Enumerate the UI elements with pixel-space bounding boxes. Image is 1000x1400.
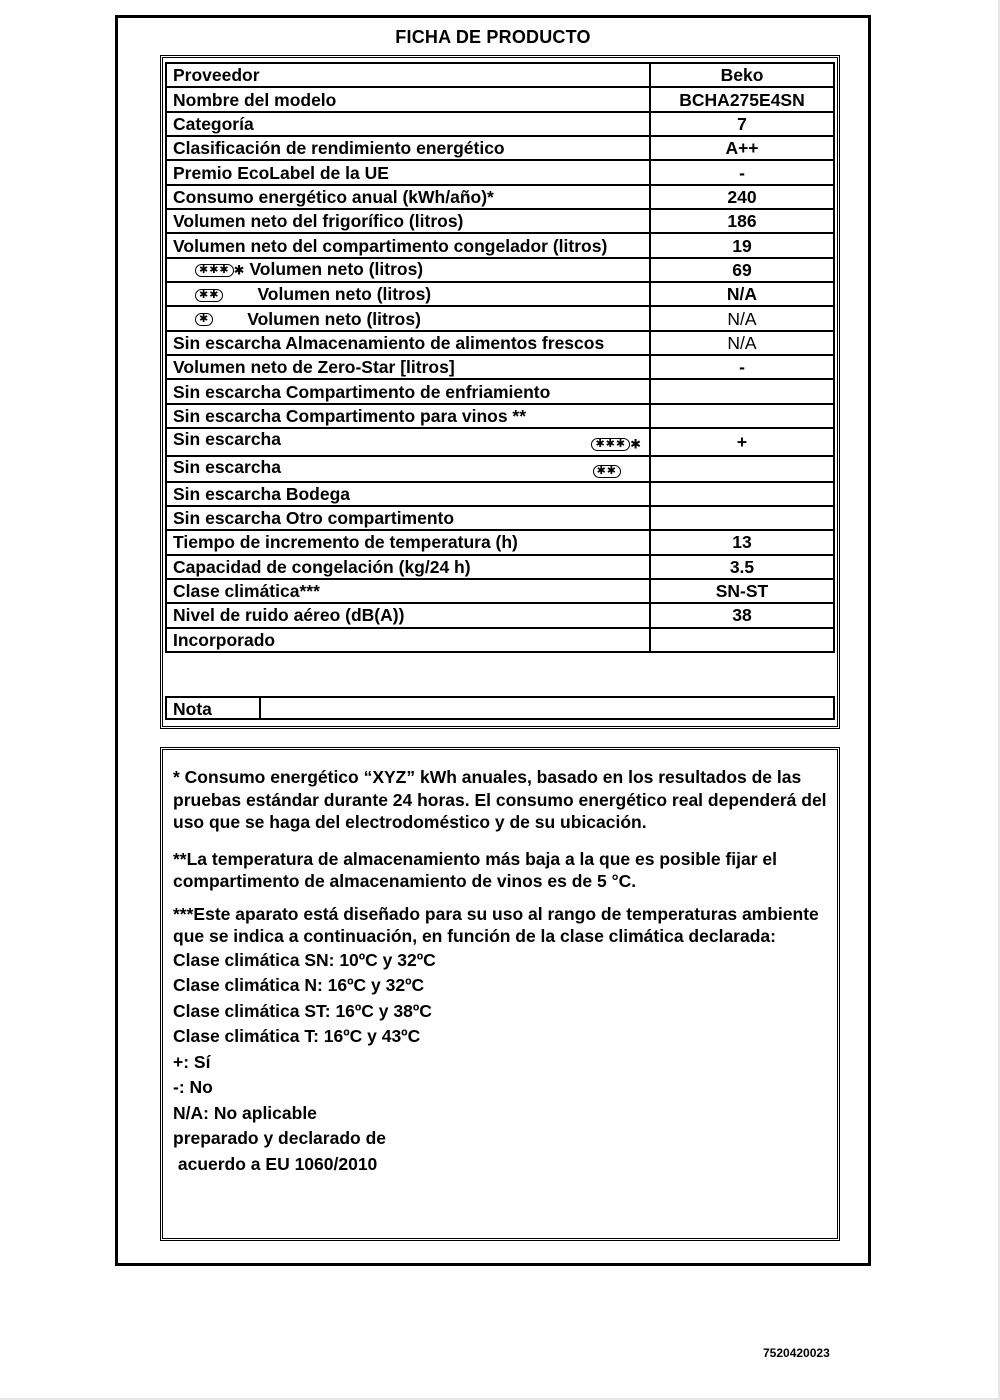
row-value: - [650, 355, 834, 379]
row-label: Sin escarcha Bodega [166, 482, 650, 506]
row-label: Clase climática*** [166, 579, 650, 603]
table-row [166, 456, 834, 482]
row-label-text: Volumen neto (litros) [247, 308, 421, 329]
row-value: N/A [650, 306, 834, 330]
climate-class-t: Clase climática T: 16ºC y 43ºC [173, 1026, 421, 1046]
spec-table [165, 62, 835, 653]
row-label: Sin escarcha Almacenamiento de alimentos frescos [166, 331, 650, 355]
two-star-icon: ✱✱ [195, 289, 223, 302]
table-row [166, 404, 834, 428]
row-label: Categoría [166, 112, 650, 136]
row-label-text: Volumen neto (litros) [249, 259, 424, 280]
table-row [166, 136, 834, 160]
row-label-text: Sin escarcha [173, 429, 281, 450]
row-label-text: Volumen neto (litros) [257, 284, 432, 305]
row-value: 7 [650, 112, 834, 136]
row-value: 13 [650, 530, 834, 554]
table-row [166, 87, 834, 111]
table-row [166, 555, 834, 579]
declaration-line: acuerdo a EU 1060/2010 [173, 1153, 378, 1174]
row-value [650, 506, 834, 530]
row-value: 38 [650, 603, 834, 627]
row-label [166, 456, 650, 482]
two-star-icon: ✱✱ [593, 465, 621, 478]
row-label: Volumen neto del frigorífico (litros) [166, 209, 650, 233]
row-value: N/A [650, 282, 834, 306]
row-label [166, 306, 650, 330]
table-row [166, 603, 834, 627]
climate-class-st: Clase climática ST: 16ºC y 38ºC [173, 1000, 432, 1021]
three-star-icon: ✱✱✱ [195, 264, 234, 277]
note-climate-range: ***Este aparato está diseñado para su uso al rango de temperaturas ambiente que se indica a continuación, en función de la clase climática declarada: [173, 903, 819, 946]
table-row [166, 628, 834, 652]
note-wine-temperature: **La temperatura de almacenamiento más baja a la que es posible fijar el compartimento de almacenamiento de vinos es de 5 °C. [173, 848, 777, 891]
table-row [166, 506, 834, 530]
spec-table-frame [160, 55, 840, 729]
row-value [650, 456, 834, 482]
row-value: BCHA275E4SN [650, 87, 834, 111]
table-row [166, 579, 834, 603]
table-row [166, 355, 834, 379]
three-star-icon: ✱✱✱ [591, 438, 630, 451]
table-row [166, 63, 834, 87]
nota-label: Nota [173, 699, 212, 719]
table-row [166, 233, 834, 257]
row-label: Volumen neto de Zero-Star [litros] [166, 355, 650, 379]
row-value: 3.5 [650, 555, 834, 579]
table-row [166, 530, 834, 554]
row-value [650, 482, 834, 506]
row-label: Consumo energético anual (kWh/año)* [166, 185, 650, 209]
one-star-icon: ✱ [195, 313, 213, 326]
nota-divider [259, 698, 261, 718]
row-value: + [650, 428, 834, 455]
legend-no: -: No [173, 1077, 213, 1097]
row-label: Nivel de ruido aéreo (dB(A)) [166, 603, 650, 627]
table-row [166, 209, 834, 233]
row-label: Capacidad de congelación (kg/24 h) [166, 555, 650, 579]
sheet-title: FICHA DE PRODUCTO [395, 27, 591, 47]
row-value: 240 [650, 185, 834, 209]
row-label: Sin escarcha Compartimento para vinos ** [166, 404, 650, 428]
legend-yes: +: Sí [173, 1051, 211, 1072]
row-label: Incorporado [166, 628, 650, 652]
row-value: SN-ST [650, 579, 834, 603]
row-label [166, 282, 650, 306]
row-label-text: Sin escarcha [173, 456, 281, 477]
note-consumption: * Consumo energético “XYZ” kWh anuales, basado en los resultados de las pruebas estándar durante 24 horas. El consumo energético real dependerá del uso que se haga del electrodoméstico y de su ubicación. [173, 767, 827, 832]
row-label: Volumen neto del compartimento congelador (litros) [166, 233, 650, 257]
table-row [166, 185, 834, 209]
table-row [166, 258, 834, 282]
legend-na: N/A: No aplicable [173, 1102, 317, 1123]
row-label [166, 258, 650, 282]
row-label: Proveedor [166, 63, 650, 87]
row-label: Clasificación de rendimiento energético [166, 136, 650, 160]
climate-class-sn: Clase climática SN: 10ºC y 32ºC [173, 949, 436, 970]
table-row [166, 160, 834, 184]
table-row [166, 379, 834, 403]
table-row [166, 482, 834, 506]
table-row [166, 112, 834, 136]
row-label: Tiempo de incremento de temperatura (h) [166, 530, 650, 554]
row-label: Sin escarcha Otro compartimento [166, 506, 650, 530]
table-row [166, 428, 834, 455]
row-label: Premio EcoLabel de la UE [166, 160, 650, 184]
row-label [166, 428, 650, 455]
notes-frame [160, 747, 840, 1241]
product-sheet [115, 15, 871, 1266]
table-row [166, 282, 834, 306]
row-value: N/A [650, 331, 834, 355]
row-label: Nombre del modelo [166, 87, 650, 111]
row-value: 69 [650, 258, 834, 282]
declaration-line: preparado y declarado de [173, 1128, 386, 1148]
table-row [166, 331, 834, 355]
row-value [650, 628, 834, 652]
footnotes [173, 766, 838, 1177]
nota-row [165, 696, 835, 720]
star-icon: ✱ [630, 436, 641, 452]
row-value [650, 404, 834, 428]
climate-class-n: Clase climática N: 16ºC y 32ºC [173, 975, 425, 995]
document-number: 7520420023 [763, 1346, 830, 1360]
row-value: Beko [650, 63, 834, 87]
row-value: - [650, 160, 834, 184]
row-value: A++ [650, 136, 834, 160]
row-value: 186 [650, 209, 834, 233]
row-value [650, 379, 834, 403]
row-label: Sin escarcha Compartimento de enfriamiento [166, 379, 650, 403]
star-icon: ✱ [233, 262, 245, 278]
table-row [166, 306, 834, 330]
row-value: 19 [650, 233, 834, 257]
